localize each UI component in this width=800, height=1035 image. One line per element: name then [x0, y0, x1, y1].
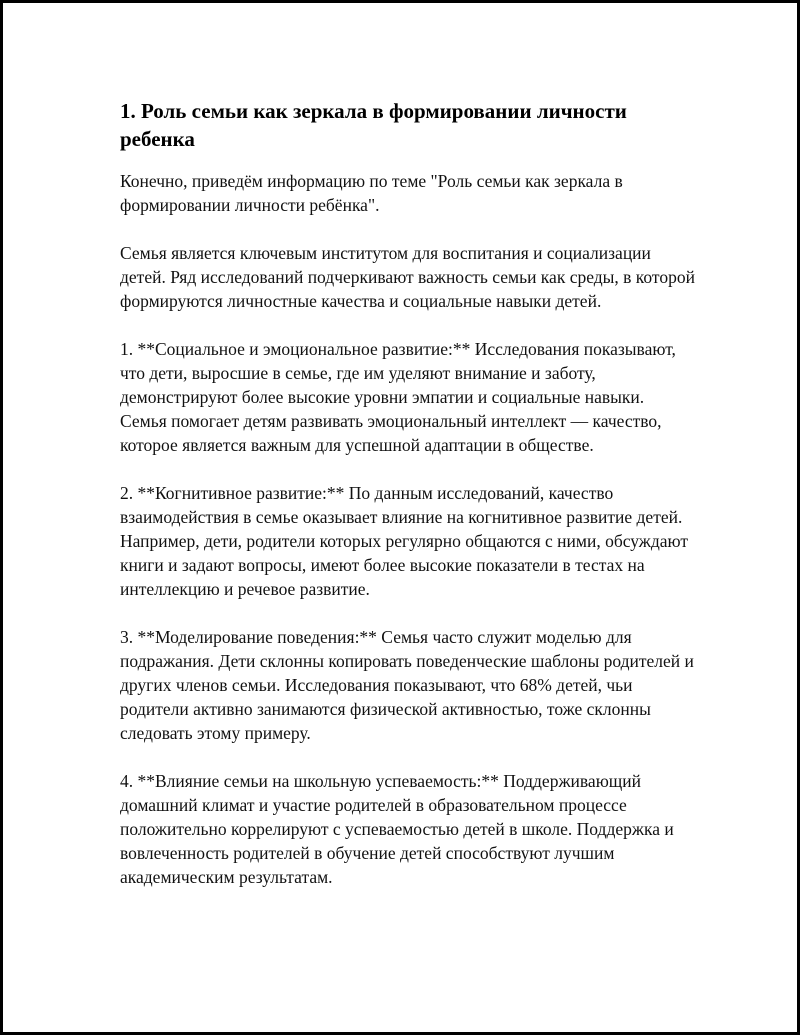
point-behavior-modeling: 3. **Моделирование поведения:** Семья часто служит моделью для подражания. Дети склонны копировать поведенческие шаблоны родителей и других членов семьи. Исследования показывают, что 68% детей, чьи родители активно занимаются физической активностью, тоже склонны следовать этому примеру.: [120, 627, 694, 743]
intro-paragraph: Конечно, приведём информацию по теме "Роль семьи как зеркала в формировании личности ребёнка".: [120, 171, 623, 215]
document-title: 1. Роль семьи как зеркала в формировании личности ребенка: [120, 99, 627, 151]
point-school-performance: 4. **Влияние семьи на школьную успеваемость:** Поддерживающий домашний климат и участие родителей в образовательном процессе положительно коррелируют с успеваемостью детей в школе. Поддержка и вовлеченность родителей в обучение детей способствуют лучшим академическим результатам.: [120, 771, 674, 887]
context-paragraph: Семья является ключевым институтом для воспитания и социализации детей. Ряд исследований подчеркивают важность семьи как среды, в которой формируются личностные качества и социальные навыки детей.: [120, 243, 695, 311]
point-social-emotional: 1. **Социальное и эмоциональное развитие:** Исследования показывают, что дети, выросшие в семье, где им уделяют внимание и заботу, демонстрируют более высокие уровни эмпатии и социальные навыки. Семья помогает детям развивать эмоциональный интеллект — качество, которое является важным для успешной адаптации в обществе.: [120, 339, 676, 455]
document-body: [120, 97, 695, 913]
point-cognitive: 2. **Когнитивное развитие:** По данным исследований, качество взаимодействия в семье оказывает влияние на когнитивное развитие детей. Например, дети, родители которых регулярно общаются с ними, обсуждают книги и задают вопросы, имеют более высокие показатели в тестах на интеллекцию и речевое развитие.: [120, 483, 689, 599]
